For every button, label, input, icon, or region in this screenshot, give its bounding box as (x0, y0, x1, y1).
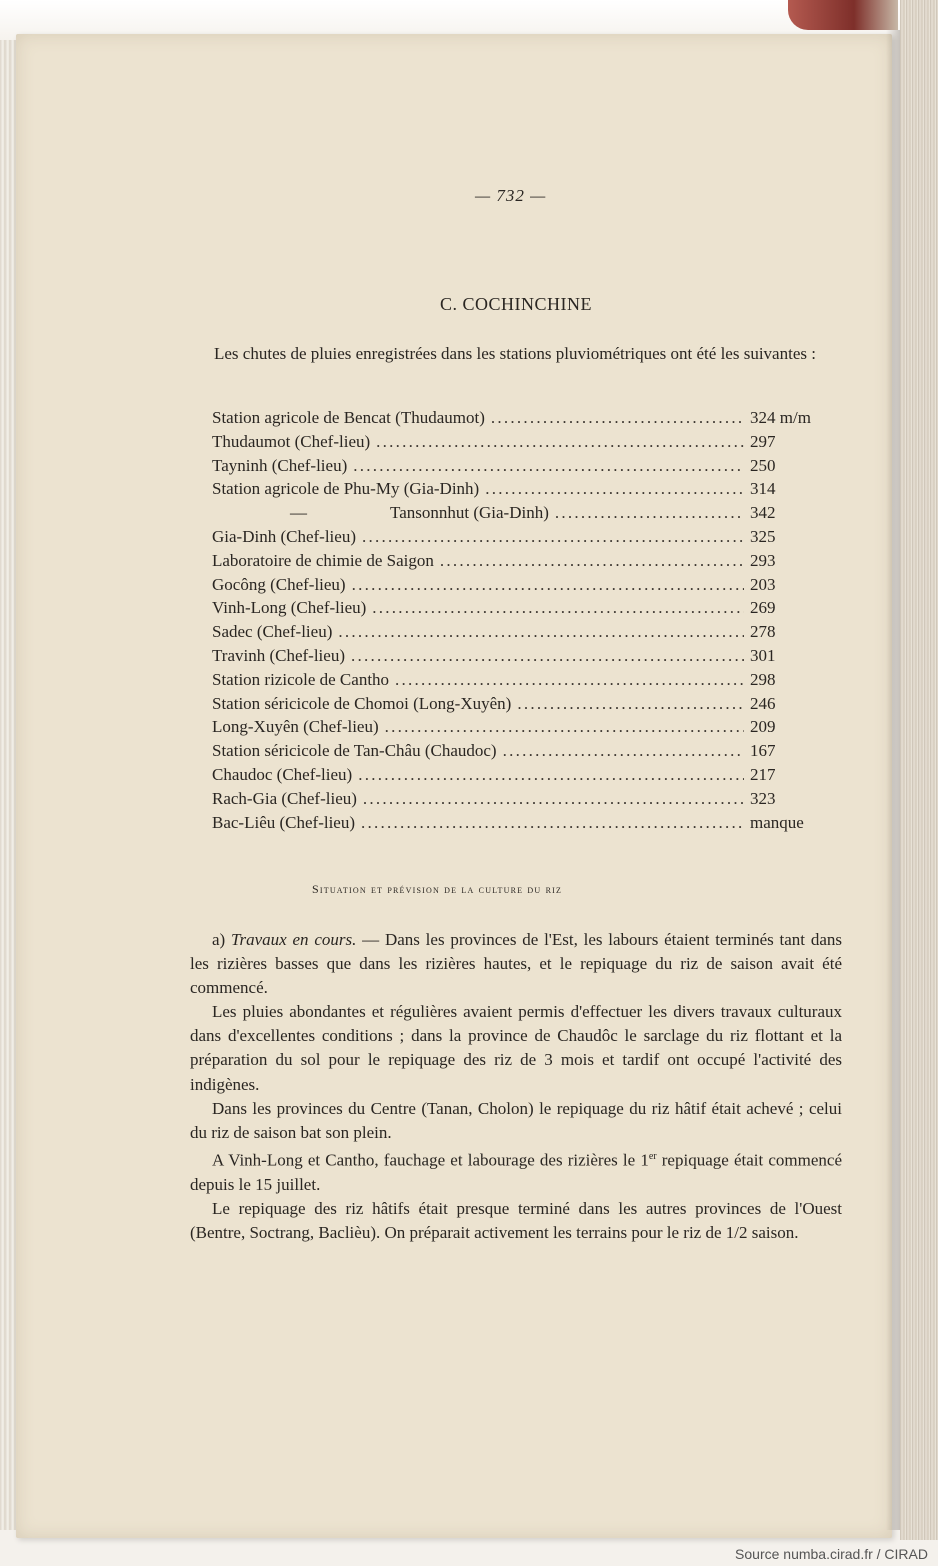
leader-dots (363, 789, 744, 809)
station-row (212, 551, 842, 575)
leader-dots (385, 717, 744, 737)
station-name-text: Tansonnhut (Gia-Dinh) (390, 503, 549, 523)
body-text (190, 928, 842, 1245)
station-row (212, 408, 842, 432)
rainfall-value: 314 (750, 479, 776, 499)
rainfall-table (212, 408, 842, 836)
book-right-edge (900, 0, 938, 1540)
leader-dots (361, 813, 744, 833)
leader-dots (372, 598, 744, 618)
rainfall-value: 209 (750, 717, 776, 737)
leader-dots (353, 456, 744, 476)
rainfall-value: 203 (750, 574, 776, 594)
rainfall-value: 246 (750, 693, 776, 713)
station-name: Station rizicole de Cantho (212, 669, 390, 689)
station-row (212, 670, 842, 694)
station-row (212, 789, 842, 813)
station-name: Long-Xuyên (Chef-lieu) (212, 717, 379, 737)
station-name: Bac-Liêu (Chef-lieu) (212, 812, 356, 832)
station-row (212, 694, 842, 718)
station-name: Laboratoire de chimie de Saigon (212, 550, 434, 570)
book-cover-corner (788, 0, 898, 30)
station-name: Sadec (Chef-lieu) (212, 622, 333, 642)
station-name: Chaudoc (Chef-lieu) (212, 764, 353, 784)
p4-superscript: er (648, 1150, 657, 1162)
paragraph-5: Le repiquage des riz hâtifs était presque terminé dans les autres provinces de l'Ouest (Bentre, Soctrang, Baclièu). On préparait activement les terrains pour le riz de 1/2 saison. (190, 1198, 842, 1242)
station-name: Rach-Gia (Chef-lieu) (212, 788, 357, 808)
rainfall-value: 278 (750, 622, 776, 642)
rainfall-value: 250 (750, 455, 776, 475)
rainfall-value: 269 (750, 598, 776, 618)
book-left-edge (0, 40, 16, 1530)
station-name: Tayninh (Chef-lieu) (212, 455, 348, 475)
page-shadow (886, 30, 900, 1530)
rainfall-value: manque (750, 812, 804, 832)
rainfall-value: 293 (750, 550, 776, 570)
station-name: Station agricole de Bencat (Thudaumot) (212, 408, 485, 427)
station-row (212, 813, 842, 837)
ditto-dash: — (290, 503, 307, 523)
paragraph-3: Dans les provinces du Centre (Tanan, Cholon) le repiquage du riz hâtif était achevé ; celui du riz de saison bat son plein. (190, 1098, 842, 1142)
leader-dots (517, 694, 744, 714)
leader-dots (555, 503, 744, 523)
page-number: — 732 — (475, 186, 547, 205)
station-row (212, 456, 842, 480)
intro-paragraph (192, 342, 842, 366)
paragraph-4 (190, 1145, 842, 1197)
paragraph-1 (190, 928, 842, 1000)
station-row (212, 765, 842, 789)
rainfall-value: 297 (750, 431, 776, 451)
leader-dots (503, 741, 744, 761)
station-name: Station séricicole de Chomoi (Long-Xuyên) (212, 693, 512, 713)
station-name: Station agricole de Phu-My (Gia-Dinh) (212, 479, 480, 499)
p1-prefix: a) (212, 930, 231, 949)
leader-dots (395, 670, 744, 690)
station-row (212, 479, 842, 503)
station-row (212, 527, 842, 551)
station-row (212, 598, 842, 622)
section-title: C. COCHINCHINE (440, 294, 593, 314)
station-row (212, 622, 842, 646)
rainfall-value: 298 (750, 669, 776, 689)
leader-dots (491, 408, 744, 428)
station-row (212, 741, 842, 765)
rainfall-value: 323 (750, 788, 776, 808)
rainfall-value: 324 m/m (750, 408, 811, 427)
p4-part-a: A Vinh-Long et Cantho, fauchage et labourage des rizières le 1 (212, 1150, 649, 1170)
station-name: Travinh (Chef-lieu) (212, 645, 345, 665)
station-name: Thudaumot (Chef-lieu) (212, 431, 371, 451)
station-row (212, 432, 842, 456)
station-row (212, 575, 842, 599)
paragraph-2: Les pluies abondantes et régulières avaient permis d'effectuer les divers travaux culturaux dans d'excellentes conditions ; dans la province de Chaudôc le sarclage du riz flottant et la préparation du sol pour le repiquage des riz de 3 mois et tardif ont occupé l'activité des indigènes. (190, 1002, 842, 1094)
intro-text: Les chutes de pluies enregistrées dans les stations pluviométriques ont été les suivantes : (214, 344, 816, 363)
rainfall-value: 301 (750, 645, 776, 665)
station-name: Gocông (Chef-lieu) (212, 574, 346, 594)
station-name: Station séricicole de Tan-Châu (Chaudoc) (212, 741, 497, 761)
rainfall-value: 167 (750, 741, 776, 761)
rainfall-value: 342 (750, 503, 776, 523)
station-row (212, 717, 842, 741)
station-row (212, 503, 842, 527)
station-name (212, 503, 549, 523)
station-row (212, 646, 842, 670)
leader-dots (376, 432, 744, 452)
leader-dots (352, 575, 744, 595)
leader-dots (440, 551, 744, 571)
sub-heading: Situation et prévision de la culture du riz (312, 882, 563, 896)
p1-rest: — Dans les provinces de l'Est, les labours étaient terminés tant dans les rizières basses que dans les rizières hautes, et le repiquage du riz de saison avait été commencé. (190, 930, 842, 998)
station-name: Gia-Dinh (Chef-lieu) (212, 526, 356, 546)
leader-dots (485, 479, 744, 499)
p4-part-b: repiquage était commencé depuis le 15 juillet. (190, 1150, 842, 1194)
rainfall-value: 325 (750, 526, 776, 546)
station-name: Vinh-Long (Chef-lieu) (212, 598, 367, 618)
leader-dots (351, 646, 744, 666)
leader-dots (362, 527, 744, 547)
rainfall-value: 217 (750, 764, 776, 784)
source-footer: Source numba.cirad.fr / CIRAD (735, 1546, 928, 1562)
p1-emphasis: Travaux en cours. (231, 930, 357, 949)
leader-dots (338, 622, 744, 642)
leader-dots (358, 765, 744, 785)
